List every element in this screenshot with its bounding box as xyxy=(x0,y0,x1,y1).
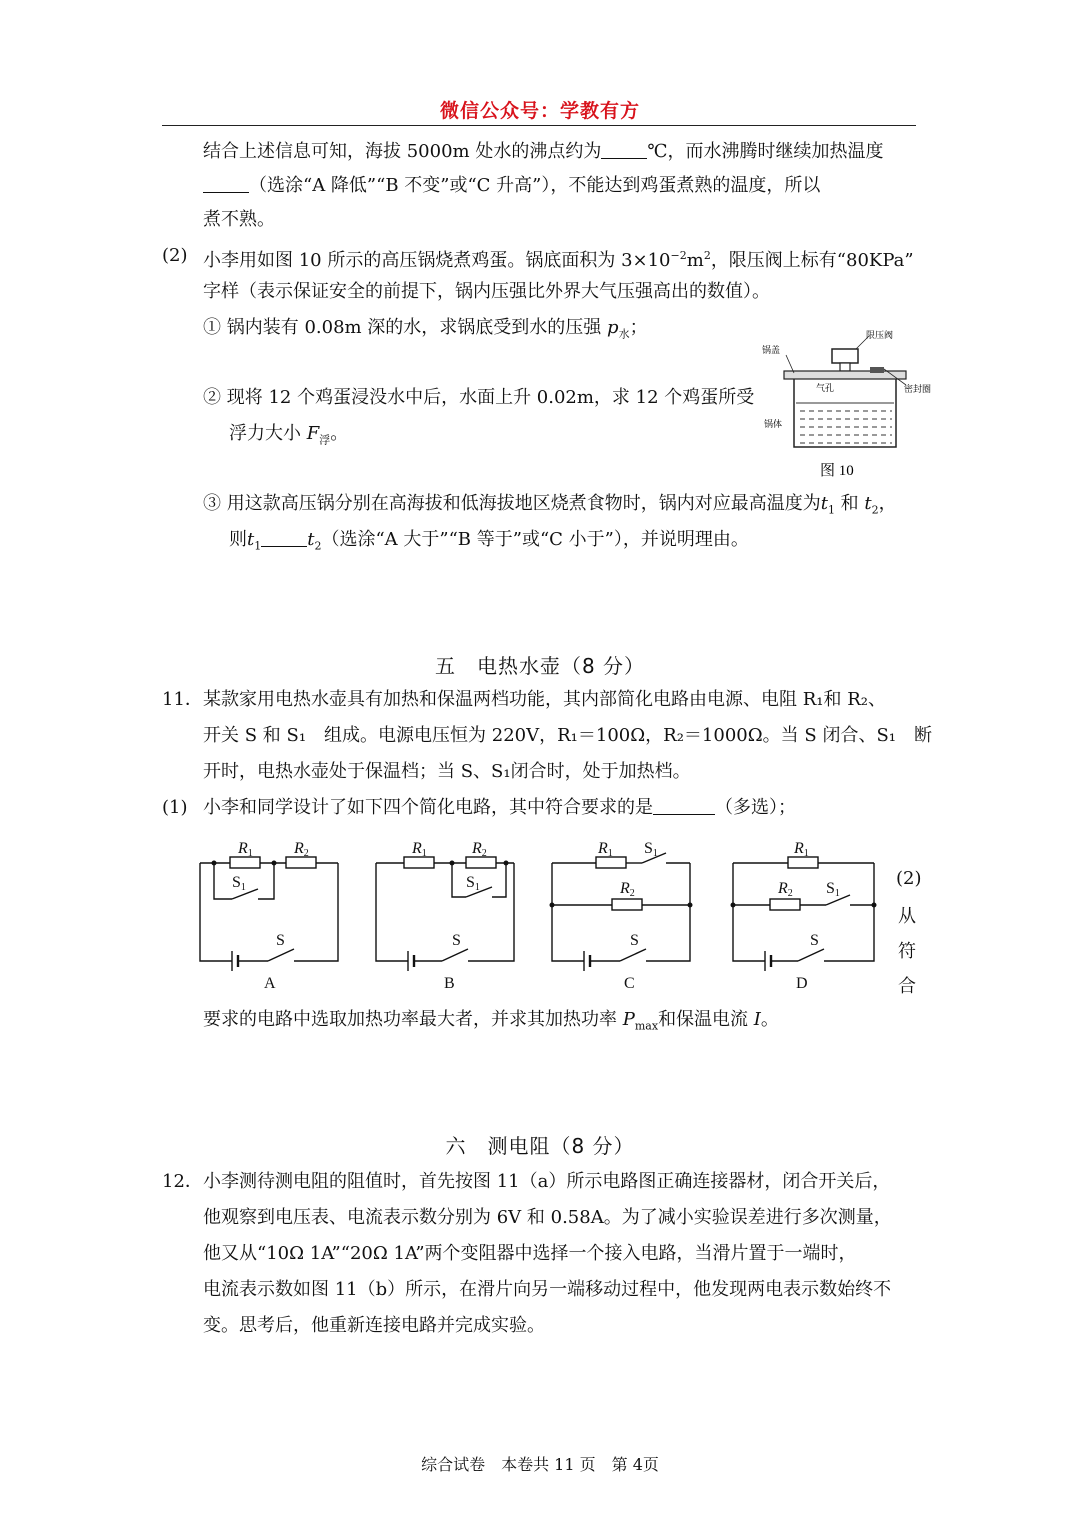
q10-p2-s2b-line xyxy=(229,422,348,453)
valve-stem xyxy=(840,363,850,371)
side-text-3: 符 xyxy=(898,941,916,962)
then-text: 则 xyxy=(229,529,247,550)
lid-shape xyxy=(784,371,906,379)
label-seal: 密封圈 xyxy=(904,384,932,394)
label-S1-D: S1 xyxy=(826,880,840,899)
label-S-D: S xyxy=(810,932,819,949)
sub-water: 水 xyxy=(618,327,630,341)
var-t1: t xyxy=(820,493,828,514)
q10-p1-line2 xyxy=(203,174,820,198)
q11-sub1-num: (1) xyxy=(162,797,188,818)
var-I: I xyxy=(753,1009,761,1030)
figure-10-caption: 图 10 xyxy=(820,463,854,479)
q12-l1: 小李测待测电阻的阻值时，首先按图 11（a）所示电路图正确连接器材，闭合开关后， xyxy=(203,1171,891,1192)
label-R1-C: R1 xyxy=(598,840,613,859)
q10-p2-s4 xyxy=(229,528,749,559)
var-t2: t xyxy=(864,493,872,514)
q10-p2-s1 xyxy=(203,316,648,347)
water-lines xyxy=(796,403,894,443)
side-text-1: (2) xyxy=(896,868,922,889)
answer-blank[interactable] xyxy=(203,174,249,193)
and-text: 和 xyxy=(834,493,865,514)
q11-l2: 开关 S 和 S₁ 组成。电源电压恒为 220V，R₁＝100Ω，R₂＝1000Ω。当 S 闭合、S₁ 断 xyxy=(203,725,932,746)
var-P: P xyxy=(622,1009,635,1030)
circuits-figure xyxy=(190,835,890,1000)
circuit-B xyxy=(376,857,514,971)
q11-sub2b: 和保温电流 xyxy=(658,1009,749,1030)
label-S1-C: S1 xyxy=(644,840,658,859)
circuit-A xyxy=(200,857,338,971)
q11-sub1a: 小李和同学设计了如下四个简化电路，其中符合要求的是 xyxy=(203,797,653,818)
label-R2-C: R2 xyxy=(620,880,635,899)
q12-l3: 他又从“10Ω 1A”“20Ω 1A”两个变阻器中选择一个接入电路，当滑片置于一端时， xyxy=(203,1243,857,1264)
label-R1-D: R1 xyxy=(794,840,809,859)
punct: ， xyxy=(878,493,897,514)
label-R1-A: R1 xyxy=(238,840,253,859)
q10-p1-l1b: ℃，而水沸腾时继续加热温度 xyxy=(647,141,884,162)
section-5-title: 五 电热水壶（8 分） xyxy=(434,654,646,678)
label-valve: 限压阀 xyxy=(866,330,894,340)
q11-sub1 xyxy=(203,796,796,820)
unit: m xyxy=(686,250,704,271)
page-footer: 综合试卷 本卷共 11 页 第 4页 xyxy=(421,1455,659,1474)
label-R1-B: R1 xyxy=(412,840,427,859)
q10-p2-s3 xyxy=(203,492,897,523)
label-hole: 气孔 xyxy=(816,383,835,393)
q10-p1-l1a: 结合上述信息可知，海拔 5000m 处水的沸点约为 xyxy=(203,141,602,162)
label-D: D xyxy=(796,975,808,992)
sub-buoy: 浮 xyxy=(319,433,331,447)
q12-l2: 他观察到电压表、电流表示数分别为 6V 和 0.58A。为了减小实验误差进行多次测量， xyxy=(203,1207,892,1228)
q11-sub2a: 要求的电路中选取加热功率最大者，并求其加热功率 xyxy=(203,1009,617,1030)
answer-blank[interactable] xyxy=(261,528,307,547)
exponent: 2 xyxy=(703,249,711,262)
punct: 。 xyxy=(330,423,349,444)
answer-blank[interactable] xyxy=(601,140,647,159)
circuit-D xyxy=(733,857,874,971)
label-A: A xyxy=(264,975,276,992)
q11-l1: 某款家用电热水壶具有加热和保温两档功能，其内部简化电路由电源、电阻 R₁和 R₂、 xyxy=(203,689,886,710)
q10-p2-num: (2) xyxy=(162,245,188,266)
var-t1: t xyxy=(247,529,255,550)
q12-l5: 变。思考后，他重新连接电路并完成实验。 xyxy=(203,1315,545,1336)
label-lid: 锅盖 xyxy=(762,345,781,355)
section-6-title: 六 测电阻（8 分） xyxy=(445,1134,635,1158)
q10-p1-l3: 煮不熟。 xyxy=(203,209,275,230)
q11-l3: 开时，电热水壶处于保温档；当 S、S₁闭合时，处于加热档。 xyxy=(203,761,691,782)
label-R2-D: R2 xyxy=(778,880,793,899)
q11-sub1b: （多选）； xyxy=(715,797,796,818)
exponent: −2 xyxy=(670,249,687,262)
valve-shape xyxy=(832,349,858,363)
label-body: 锅体 xyxy=(764,419,783,429)
sub: 1 xyxy=(254,539,262,553)
label-C: C xyxy=(624,975,635,992)
label-S1-B: S1 xyxy=(466,874,480,893)
circuit-C xyxy=(552,853,690,971)
side-text-4: 合 xyxy=(898,976,916,997)
header-rule xyxy=(162,125,916,126)
q11-sub2 xyxy=(203,1008,779,1039)
q10-p2-s4b: （选涂“A 大于”“B 等于”或“C 小于”），并说明理由。 xyxy=(321,529,749,550)
label-S-B: S xyxy=(452,932,461,949)
q10-p1-l2: （选涂“A 降低”“B 不变”或“C 升高”），不能达到鸡蛋煮熟的温度，所以 xyxy=(249,175,821,196)
q11-num: 11． xyxy=(162,689,203,710)
sub: 2 xyxy=(314,539,322,553)
pot-body xyxy=(794,379,896,447)
q12-l4: 电流表示数如图 11（b）所示，在滑片向另一端移动过程中，他发现两电表示数始终不 xyxy=(203,1279,892,1300)
label-R2-A: R2 xyxy=(294,840,309,859)
var-F: F xyxy=(306,423,320,444)
q10-p2-s2a: ② 现将 12 个鸡蛋浸没水中后，水面上升 0.02m，求 12 个鸡蛋所受 xyxy=(203,387,755,408)
sub-max: max xyxy=(634,1019,659,1033)
page-header: 微信公众号：学教有方 xyxy=(439,100,640,122)
var-p: p xyxy=(607,317,619,338)
punct: 。 xyxy=(760,1009,779,1030)
punct: ； xyxy=(629,317,648,338)
label-S1-A: S1 xyxy=(232,874,246,893)
q10-p2-l2: 字样（表示保证安全的前提下，锅内压强比外界大气压强高出的数值）。 xyxy=(203,281,770,302)
q10-p2-s3a: ③ 用这款高压锅分别在高海拔和低海拔地区烧煮食物时，锅内对应最高温度为 xyxy=(203,493,821,514)
q10-p2-s2b: 浮力大小 xyxy=(229,423,301,444)
q12-num: 12． xyxy=(162,1171,203,1192)
sub: 1 xyxy=(827,503,835,517)
q10-p2-l1a: 小李用如图 10 所示的高压锅烧煮鸡蛋。锅底面积为 3×10 xyxy=(203,250,671,271)
figure-10-pressure-cooker xyxy=(760,325,940,480)
sub: 2 xyxy=(871,503,879,517)
answer-blank[interactable] xyxy=(653,796,715,815)
label-S-C: S xyxy=(630,932,639,949)
var-t2: t xyxy=(307,529,315,550)
q10-p2-s1a: ① 锅内装有 0.08m 深的水，求锅底受到水的压强 xyxy=(203,317,602,338)
label-B: B xyxy=(444,975,455,992)
q10-p2-l1c: ，限压阀上标有“80KPa” xyxy=(710,250,914,271)
seal-shape xyxy=(870,367,884,373)
side-text-2: 从 xyxy=(898,906,916,927)
label-S-A: S xyxy=(276,932,285,949)
label-R2-B: R2 xyxy=(472,840,487,859)
q10-p2-line1 xyxy=(203,244,914,273)
q10-p1-line1 xyxy=(203,140,883,164)
